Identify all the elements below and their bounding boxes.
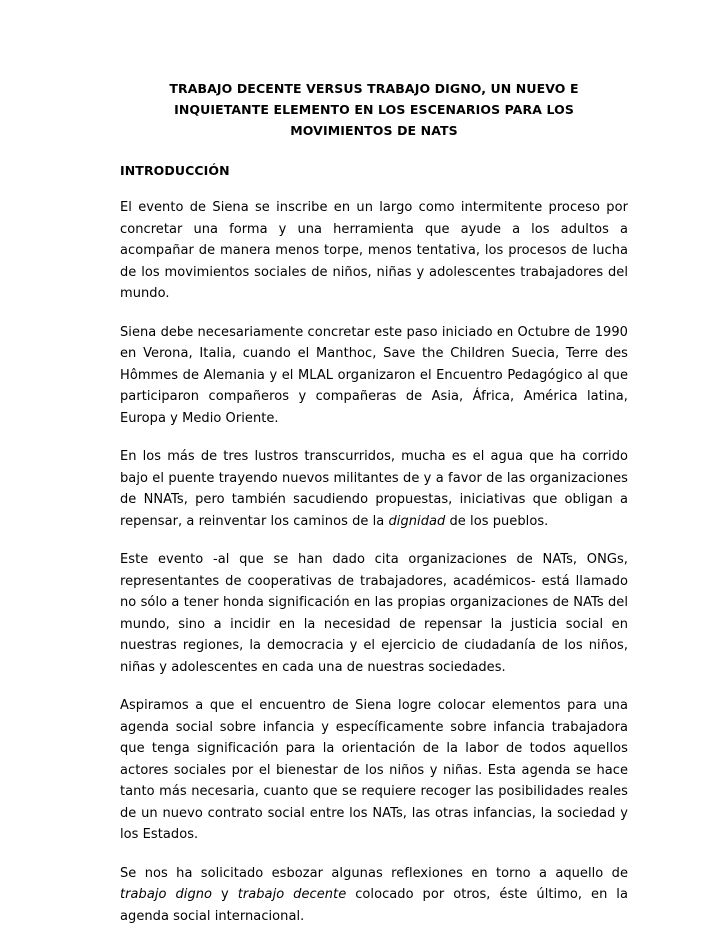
title-line-3: MOVIMIENTOS DE NATS xyxy=(290,123,458,138)
section-heading: INTRODUCCIÓN xyxy=(120,163,230,178)
paragraph-3-text-a: En los más de tres lustros transcurridos, mucha es el agua que ha corrido bajo el puente trayendo nuevos militantes de y a favor de las organizaciones de NNATs, pero también sacudiendo propuestas, iniciativas que obligan a repensar, a reinventar los caminos de la xyxy=(120,449,628,529)
title-line-2: INQUIETANTE ELEMENTO EN LOS ESCENARIOS PARA LOS xyxy=(174,102,574,117)
paragraph-5: Aspiramos a que el encuentro de Siena logre colocar elementos para una agenda social sobre infancia y específicamente sobre infancia trabajadora que tenga significación para la orientación de la labor de todos aquellos actores sociales por el bienestar de los niños y niñas. Esta agenda se hace tanto más necesaria, cuanto que se requiere recoger las posibilidades reales de un nuevo contrato social entre los NATs, las otras infancias, la sociedad y los Estados. xyxy=(120,698,628,842)
paragraph-6 xyxy=(120,863,628,928)
document-page xyxy=(120,70,628,927)
paragraph-4: Este evento -al que se han dado cita organizaciones de NATs, ONGs, representantes de cooperativas de trabajadores, académicos- está llamado no sólo a tener honda significación en las propias organizaciones de NATs del mundo, sino a incidir en la necesidad de repensar la justicia social en nuestras regiones, la democracia y el ejercicio de ciudadanía de los niños, niñas y adolescentes en cada una de nuestras sociedades. xyxy=(120,552,628,675)
paragraph-3-text-b: de los pueblos. xyxy=(445,513,549,529)
paragraph-1: El evento de Siena se inscribe en un largo como intermitente proceso por concretar una forma y una herramienta que ayude a los adultos a acompañar de manera menos torpe, menos tentativa, los procesos de lucha de los movimientos sociales de niños, niñas y adolescentes trabajadores del mundo. xyxy=(120,200,628,301)
paragraph-6-emphasis-2: trabajo decente xyxy=(237,887,347,902)
paragraph-6-text-a: Se nos ha solicitado esbozar algunas reflexiones en torno a aquello de xyxy=(120,865,628,881)
title-line-1: TRABAJO DECENTE VERSUS TRABAJO DIGNO, UN NUEVO E xyxy=(169,81,579,96)
document-title xyxy=(120,70,628,141)
paragraph-6-emphasis-1: trabajo digno xyxy=(120,887,213,902)
paragraph-6-text-b: y xyxy=(212,887,238,902)
paragraph-3-emphasis: dignidad xyxy=(388,513,446,529)
paragraph-2: Siena debe necesariamente concretar este paso iniciado en Octubre de 1990 en Verona, Italia, cuando el Manthoc, Save the Children Suecia, Terre des Hômmes de Alemania y el MLAL organizaron el Encuentro Pedagógico al que participaron compañeros y compañeras de Asia, África, América latina, Europa y Medio Oriente. xyxy=(120,324,628,426)
paragraph-6-text-c: colocado por otros, éste último, en la agenda social internacional. xyxy=(120,887,628,924)
paragraph-3 xyxy=(120,446,628,532)
